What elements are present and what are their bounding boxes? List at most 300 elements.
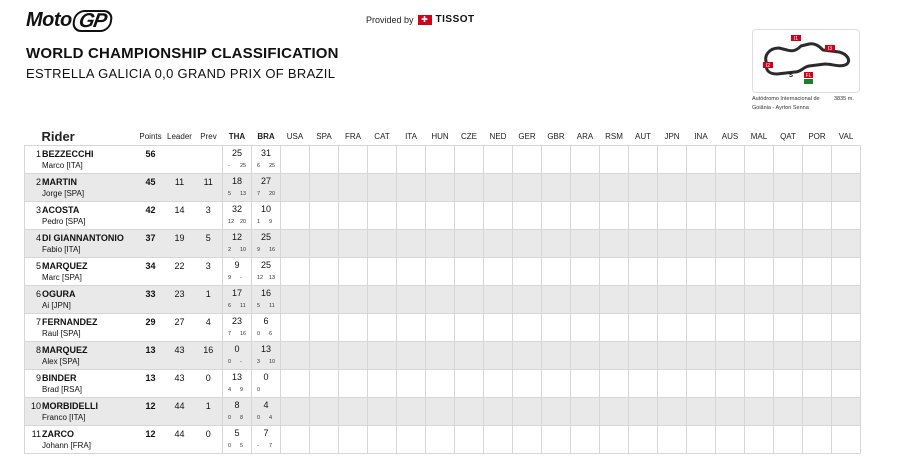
rider-cell bbox=[25, 174, 137, 202]
race-cell-empty bbox=[571, 146, 600, 174]
race-header-fra: FRA bbox=[345, 132, 361, 141]
race-cell-empty bbox=[832, 146, 861, 174]
track-length: 3835 m. bbox=[834, 96, 854, 102]
rider-position: 1 bbox=[35, 149, 41, 159]
table-row bbox=[25, 146, 861, 174]
race-cell-empty bbox=[513, 286, 542, 314]
points-cell bbox=[137, 342, 165, 370]
sprint-points: 0 bbox=[228, 359, 232, 365]
gp-points: 16 bbox=[240, 331, 247, 337]
race-points: 8 bbox=[234, 400, 240, 410]
race-cell-empty bbox=[513, 314, 542, 342]
gp-points: 7 bbox=[269, 443, 273, 449]
points-cell bbox=[137, 426, 165, 454]
race-cell-empty bbox=[310, 258, 339, 286]
race-cell-empty bbox=[687, 230, 716, 258]
rider-given-name: Johann [FRA] bbox=[42, 441, 91, 450]
race-cell-empty bbox=[484, 230, 513, 258]
race-cell-empty bbox=[571, 258, 600, 286]
rider-position: 6 bbox=[35, 289, 41, 299]
race-points: 13 bbox=[260, 344, 271, 354]
rider-cell bbox=[25, 286, 137, 314]
rider-surname: FERNANDEZ bbox=[42, 317, 98, 327]
race-cell-empty bbox=[803, 230, 832, 258]
race-cell-empty bbox=[484, 314, 513, 342]
race-header-ara: ARA bbox=[576, 132, 594, 141]
race-cell-empty bbox=[716, 342, 745, 370]
race-cell-empty bbox=[426, 314, 455, 342]
race-cell-empty bbox=[803, 426, 832, 454]
points-value: 42 bbox=[145, 205, 156, 215]
race-cell-empty bbox=[310, 398, 339, 426]
sprint-points: 5 bbox=[228, 191, 232, 197]
race-cell-empty bbox=[687, 314, 716, 342]
race-cell-empty bbox=[426, 174, 455, 202]
race-cell-empty bbox=[542, 146, 571, 174]
sprint-points: 1 bbox=[257, 219, 261, 225]
race-cell-empty bbox=[687, 202, 716, 230]
race-cell-empty bbox=[484, 174, 513, 202]
table-row bbox=[25, 398, 861, 426]
race-cell-empty bbox=[397, 342, 426, 370]
rider-position: 3 bbox=[35, 205, 41, 215]
rider-given-name: Franco [ITA] bbox=[42, 413, 86, 422]
points-value: 12 bbox=[145, 429, 156, 439]
race-cell-empty bbox=[658, 230, 687, 258]
race-cell-tha bbox=[223, 174, 252, 202]
table-row bbox=[25, 426, 861, 454]
sprint-points: 2 bbox=[228, 247, 232, 253]
race-cell-empty bbox=[803, 314, 832, 342]
table-row bbox=[25, 342, 861, 370]
race-cell-empty bbox=[571, 174, 600, 202]
race-cell-tha bbox=[223, 426, 252, 454]
race-cell-empty bbox=[600, 398, 629, 426]
points-cell bbox=[137, 258, 165, 286]
race-cell-empty bbox=[426, 146, 455, 174]
race-cell-empty bbox=[716, 202, 745, 230]
points-cell bbox=[137, 370, 165, 398]
race-cell-empty bbox=[571, 398, 600, 426]
race-cell-empty bbox=[658, 342, 687, 370]
rider-position: 7 bbox=[35, 317, 41, 327]
race-cell-empty bbox=[745, 342, 774, 370]
race-cell-empty bbox=[600, 342, 629, 370]
points-cell bbox=[137, 146, 165, 174]
race-cell-empty bbox=[832, 230, 861, 258]
rider-cell bbox=[25, 314, 137, 342]
race-cell-empty bbox=[513, 174, 542, 202]
race-header-gbr: GBR bbox=[547, 132, 565, 141]
race-cell-empty bbox=[455, 286, 484, 314]
race-cell-bra bbox=[252, 370, 281, 398]
race-cell-empty bbox=[281, 146, 310, 174]
race-header-por: POR bbox=[808, 132, 826, 141]
race-cell-empty bbox=[426, 202, 455, 230]
leader-gap-cell bbox=[165, 398, 195, 426]
race-cell-empty bbox=[600, 202, 629, 230]
race-cell-empty bbox=[774, 258, 803, 286]
logo-gp-text: GP bbox=[71, 10, 114, 32]
points-value: 29 bbox=[145, 317, 156, 327]
race-cell-empty bbox=[745, 202, 774, 230]
race-header-bra: BRA bbox=[257, 132, 275, 141]
i2-label: I2 bbox=[765, 63, 771, 69]
race-cell-empty bbox=[426, 370, 455, 398]
race-cell-empty bbox=[658, 174, 687, 202]
sponsor-name: TISSOT bbox=[435, 14, 475, 25]
race-points: 5 bbox=[234, 428, 240, 438]
race-cell-empty bbox=[513, 146, 542, 174]
race-cell-empty bbox=[658, 314, 687, 342]
leader-gap-value: 23 bbox=[174, 289, 185, 299]
prev-gap-value: 11 bbox=[203, 177, 213, 187]
race-cell-empty bbox=[774, 174, 803, 202]
race-cell-empty bbox=[339, 202, 368, 230]
race-header-tha: THA bbox=[228, 132, 246, 141]
rider-surname: BINDER bbox=[42, 373, 77, 383]
leader-column-header: Leader bbox=[167, 132, 192, 141]
race-cell-empty bbox=[368, 230, 397, 258]
race-cell-empty bbox=[368, 146, 397, 174]
race-cell-empty bbox=[658, 370, 687, 398]
race-cell-empty bbox=[687, 398, 716, 426]
race-points: 25 bbox=[260, 260, 271, 270]
leader-gap-value: 19 bbox=[174, 233, 185, 243]
race-cell-empty bbox=[774, 146, 803, 174]
prev-gap-value: 4 bbox=[205, 317, 211, 327]
race-cell-empty bbox=[397, 426, 426, 454]
race-cell-empty bbox=[629, 230, 658, 258]
race-cell-empty bbox=[397, 370, 426, 398]
race-cell-empty bbox=[310, 146, 339, 174]
race-cell-empty bbox=[832, 398, 861, 426]
race-cell-empty bbox=[513, 370, 542, 398]
points-value: 45 bbox=[145, 177, 156, 187]
race-points: 32 bbox=[231, 204, 242, 214]
race-cell-empty bbox=[803, 202, 832, 230]
race-cell-tha bbox=[223, 342, 252, 370]
rider-given-name: Pedro [SPA] bbox=[42, 217, 86, 226]
rider-surname: DI GIANNANTONIO bbox=[42, 233, 124, 243]
race-header-ned: NED bbox=[489, 132, 507, 141]
race-cell-bra bbox=[252, 314, 281, 342]
race-points: 7 bbox=[263, 428, 269, 438]
race-cell-empty bbox=[745, 314, 774, 342]
sprint-points: 9 bbox=[228, 275, 232, 281]
rider-given-name: Brad [RSA] bbox=[42, 385, 83, 394]
race-cell-empty bbox=[455, 314, 484, 342]
sprint-points: 0 bbox=[257, 387, 261, 393]
points-value: 33 bbox=[145, 289, 156, 299]
sponsor-block bbox=[366, 14, 475, 25]
start-label: S bbox=[789, 73, 794, 79]
race-cell-empty bbox=[397, 202, 426, 230]
race-cell-empty bbox=[716, 146, 745, 174]
race-cell-empty bbox=[687, 426, 716, 454]
prev-column-header: Prev bbox=[200, 132, 217, 141]
leader-gap-value: 43 bbox=[174, 373, 185, 383]
rider-position: 11 bbox=[31, 429, 41, 439]
race-cell-empty bbox=[774, 426, 803, 454]
race-cell-empty bbox=[397, 230, 426, 258]
race-cell-empty bbox=[687, 258, 716, 286]
gp-points: 20 bbox=[269, 191, 276, 197]
prev-gap-cell bbox=[195, 258, 223, 286]
race-points: 0 bbox=[263, 372, 269, 382]
race-cell-empty bbox=[339, 370, 368, 398]
points-cell bbox=[137, 314, 165, 342]
race-points: 17 bbox=[231, 288, 242, 298]
race-cell-bra bbox=[252, 398, 281, 426]
race-cell-empty bbox=[832, 286, 861, 314]
race-cell-empty bbox=[658, 286, 687, 314]
rider-cell bbox=[25, 370, 137, 398]
race-cell-empty bbox=[542, 258, 571, 286]
race-cell-empty bbox=[542, 370, 571, 398]
gp-points: 9 bbox=[269, 219, 273, 225]
points-cell bbox=[137, 230, 165, 258]
table-row bbox=[25, 314, 861, 342]
race-cell-empty bbox=[281, 342, 310, 370]
gp-points: 4 bbox=[269, 415, 273, 421]
sprint-points: 7 bbox=[257, 191, 261, 197]
race-cell-empty bbox=[571, 286, 600, 314]
sprint-points: 7 bbox=[228, 331, 232, 337]
rider-position: 10 bbox=[30, 401, 41, 411]
race-cell-empty bbox=[310, 174, 339, 202]
race-points: 9 bbox=[234, 260, 240, 270]
race-cell-empty bbox=[513, 426, 542, 454]
race-cell-empty bbox=[339, 342, 368, 370]
tissot-cross-icon: ✚ bbox=[418, 15, 432, 25]
rider-position: 2 bbox=[35, 177, 41, 187]
gp-points: 10 bbox=[269, 359, 276, 365]
rider-surname: ACOSTA bbox=[42, 205, 80, 215]
race-header-aus: AUS bbox=[721, 132, 739, 141]
race-cell-empty bbox=[832, 426, 861, 454]
race-cell-tha bbox=[223, 146, 252, 174]
race-cell-empty bbox=[455, 202, 484, 230]
leader-gap-cell bbox=[165, 146, 195, 174]
race-cell-empty bbox=[368, 202, 397, 230]
race-header-spa: SPA bbox=[316, 132, 332, 141]
race-cell-empty bbox=[774, 398, 803, 426]
race-cell-empty bbox=[542, 174, 571, 202]
race-cell-empty bbox=[426, 286, 455, 314]
race-cell-empty bbox=[629, 342, 658, 370]
race-cell-empty bbox=[339, 174, 368, 202]
race-cell-empty bbox=[716, 230, 745, 258]
gp-points: 13 bbox=[240, 191, 247, 197]
gp-points: 10 bbox=[240, 247, 247, 253]
race-cell-empty bbox=[774, 202, 803, 230]
race-cell-empty bbox=[339, 314, 368, 342]
race-cell-empty bbox=[397, 398, 426, 426]
race-cell-tha bbox=[223, 398, 252, 426]
race-cell-empty bbox=[426, 342, 455, 370]
race-cell-empty bbox=[484, 146, 513, 174]
race-points: 12 bbox=[231, 232, 242, 242]
race-cell-empty bbox=[339, 230, 368, 258]
provided-by-label: Provided by bbox=[366, 14, 414, 25]
leader-gap-cell bbox=[165, 342, 195, 370]
leader-gap-cell bbox=[165, 230, 195, 258]
race-cell-empty bbox=[629, 174, 658, 202]
rider-cell bbox=[25, 230, 137, 258]
page-subtitle: ESTRELLA GALICIA 0,0 GRAND PRIX OF BRAZIL bbox=[26, 66, 336, 81]
race-cell-empty bbox=[716, 314, 745, 342]
points-value: 13 bbox=[145, 345, 156, 355]
race-cell-empty bbox=[600, 146, 629, 174]
rider-surname: ZARCO bbox=[42, 429, 74, 439]
race-cell-empty bbox=[687, 370, 716, 398]
race-cell-empty bbox=[687, 146, 716, 174]
race-cell-empty bbox=[368, 174, 397, 202]
race-points: 4 bbox=[263, 400, 269, 410]
race-cell-empty bbox=[397, 286, 426, 314]
leader-gap-cell bbox=[165, 202, 195, 230]
leader-gap-cell bbox=[165, 286, 195, 314]
table-row bbox=[25, 370, 861, 398]
race-cell-empty bbox=[339, 258, 368, 286]
race-cell-empty bbox=[745, 370, 774, 398]
race-cell-empty bbox=[513, 398, 542, 426]
race-cell-empty bbox=[745, 258, 774, 286]
rider-column-header: Rider bbox=[41, 129, 75, 144]
race-cell-empty bbox=[513, 342, 542, 370]
page-title: WORLD CHAMPIONSHIP CLASSIFICATION bbox=[26, 45, 339, 62]
race-cell-empty bbox=[339, 398, 368, 426]
rider-surname: OGURA bbox=[42, 289, 76, 299]
leader-gap-value: 44 bbox=[174, 429, 185, 439]
sprint-points: 5 bbox=[257, 303, 261, 309]
gp-points: - bbox=[240, 275, 242, 281]
race-points: 6 bbox=[263, 316, 269, 326]
points-value: 56 bbox=[145, 149, 156, 159]
race-header-ina: INA bbox=[694, 132, 708, 141]
race-cell-empty bbox=[600, 258, 629, 286]
race-cell-empty bbox=[484, 398, 513, 426]
race-cell-empty bbox=[310, 202, 339, 230]
race-cell-empty bbox=[368, 426, 397, 454]
race-header-val: VAL bbox=[838, 132, 854, 141]
race-cell-tha bbox=[223, 202, 252, 230]
rider-given-name: Alex [SPA] bbox=[42, 357, 80, 366]
race-cell-empty bbox=[484, 342, 513, 370]
sprint-points: - bbox=[228, 163, 230, 169]
race-cell-empty bbox=[571, 314, 600, 342]
race-cell-tha bbox=[223, 370, 252, 398]
race-cell-empty bbox=[455, 398, 484, 426]
rider-given-name: Jorge [SPA] bbox=[42, 189, 85, 198]
table-row bbox=[25, 230, 861, 258]
race-header-rsm: RSM bbox=[605, 132, 623, 141]
rider-cell bbox=[25, 202, 137, 230]
race-cell-empty bbox=[803, 174, 832, 202]
rider-given-name: Marco [ITA] bbox=[42, 161, 83, 170]
race-cell-empty bbox=[687, 174, 716, 202]
race-header-qat: QAT bbox=[780, 132, 796, 141]
prev-gap-cell bbox=[195, 342, 223, 370]
race-cell-empty bbox=[281, 202, 310, 230]
race-cell-empty bbox=[542, 202, 571, 230]
race-cell-empty bbox=[803, 286, 832, 314]
race-cell-empty bbox=[571, 202, 600, 230]
race-cell-empty bbox=[542, 314, 571, 342]
race-header-cat: CAT bbox=[374, 132, 390, 141]
rider-position: 9 bbox=[35, 373, 41, 383]
race-cell-empty bbox=[774, 370, 803, 398]
rider-cell bbox=[25, 342, 137, 370]
prev-gap-cell bbox=[195, 370, 223, 398]
race-cell-empty bbox=[310, 230, 339, 258]
rider-surname: MARQUEZ bbox=[42, 345, 88, 355]
race-cell-empty bbox=[716, 174, 745, 202]
race-cell-empty bbox=[281, 174, 310, 202]
gp-points: 11 bbox=[269, 303, 275, 309]
race-cell-empty bbox=[745, 286, 774, 314]
race-cell-empty bbox=[803, 398, 832, 426]
race-cell-empty bbox=[397, 174, 426, 202]
gp-points: 6 bbox=[269, 331, 273, 337]
race-cell-empty bbox=[368, 258, 397, 286]
race-cell-empty bbox=[310, 314, 339, 342]
race-cell-empty bbox=[455, 258, 484, 286]
race-cell-bra bbox=[252, 426, 281, 454]
rider-position: 5 bbox=[35, 261, 41, 271]
prev-gap-value: 0 bbox=[205, 429, 211, 439]
race-cell-empty bbox=[484, 202, 513, 230]
race-cell-empty bbox=[455, 342, 484, 370]
race-cell-empty bbox=[687, 286, 716, 314]
race-cell-empty bbox=[542, 398, 571, 426]
race-cell-empty bbox=[426, 230, 455, 258]
race-header-hun: HUN bbox=[431, 132, 449, 141]
race-cell-empty bbox=[571, 342, 600, 370]
race-cell-empty bbox=[397, 146, 426, 174]
race-header-aut: AUT bbox=[635, 132, 651, 141]
race-cell-bra bbox=[252, 174, 281, 202]
prev-gap-cell bbox=[195, 146, 223, 174]
race-cell-empty bbox=[600, 426, 629, 454]
race-header-cze: CZE bbox=[461, 132, 477, 141]
race-cell-empty bbox=[281, 426, 310, 454]
race-cell-empty bbox=[716, 426, 745, 454]
race-points: 25 bbox=[231, 148, 242, 158]
race-cell-empty bbox=[716, 258, 745, 286]
race-cell-empty bbox=[513, 202, 542, 230]
race-cell-empty bbox=[455, 230, 484, 258]
race-cell-empty bbox=[397, 258, 426, 286]
gp-points: - bbox=[240, 359, 242, 365]
i3-label: I3 bbox=[827, 46, 833, 52]
race-cell-empty bbox=[397, 314, 426, 342]
race-cell-empty bbox=[571, 370, 600, 398]
race-cell-empty bbox=[774, 342, 803, 370]
race-cell-bra bbox=[252, 286, 281, 314]
leader-gap-cell bbox=[165, 370, 195, 398]
race-cell-empty bbox=[658, 146, 687, 174]
race-cell-empty bbox=[368, 398, 397, 426]
fl-label: FL bbox=[805, 73, 812, 79]
sprint-points: 12 bbox=[228, 219, 235, 225]
race-cell-empty bbox=[803, 370, 832, 398]
standings-table bbox=[24, 128, 861, 454]
race-cell-empty bbox=[310, 370, 339, 398]
race-cell-empty bbox=[484, 370, 513, 398]
race-cell-empty bbox=[629, 314, 658, 342]
